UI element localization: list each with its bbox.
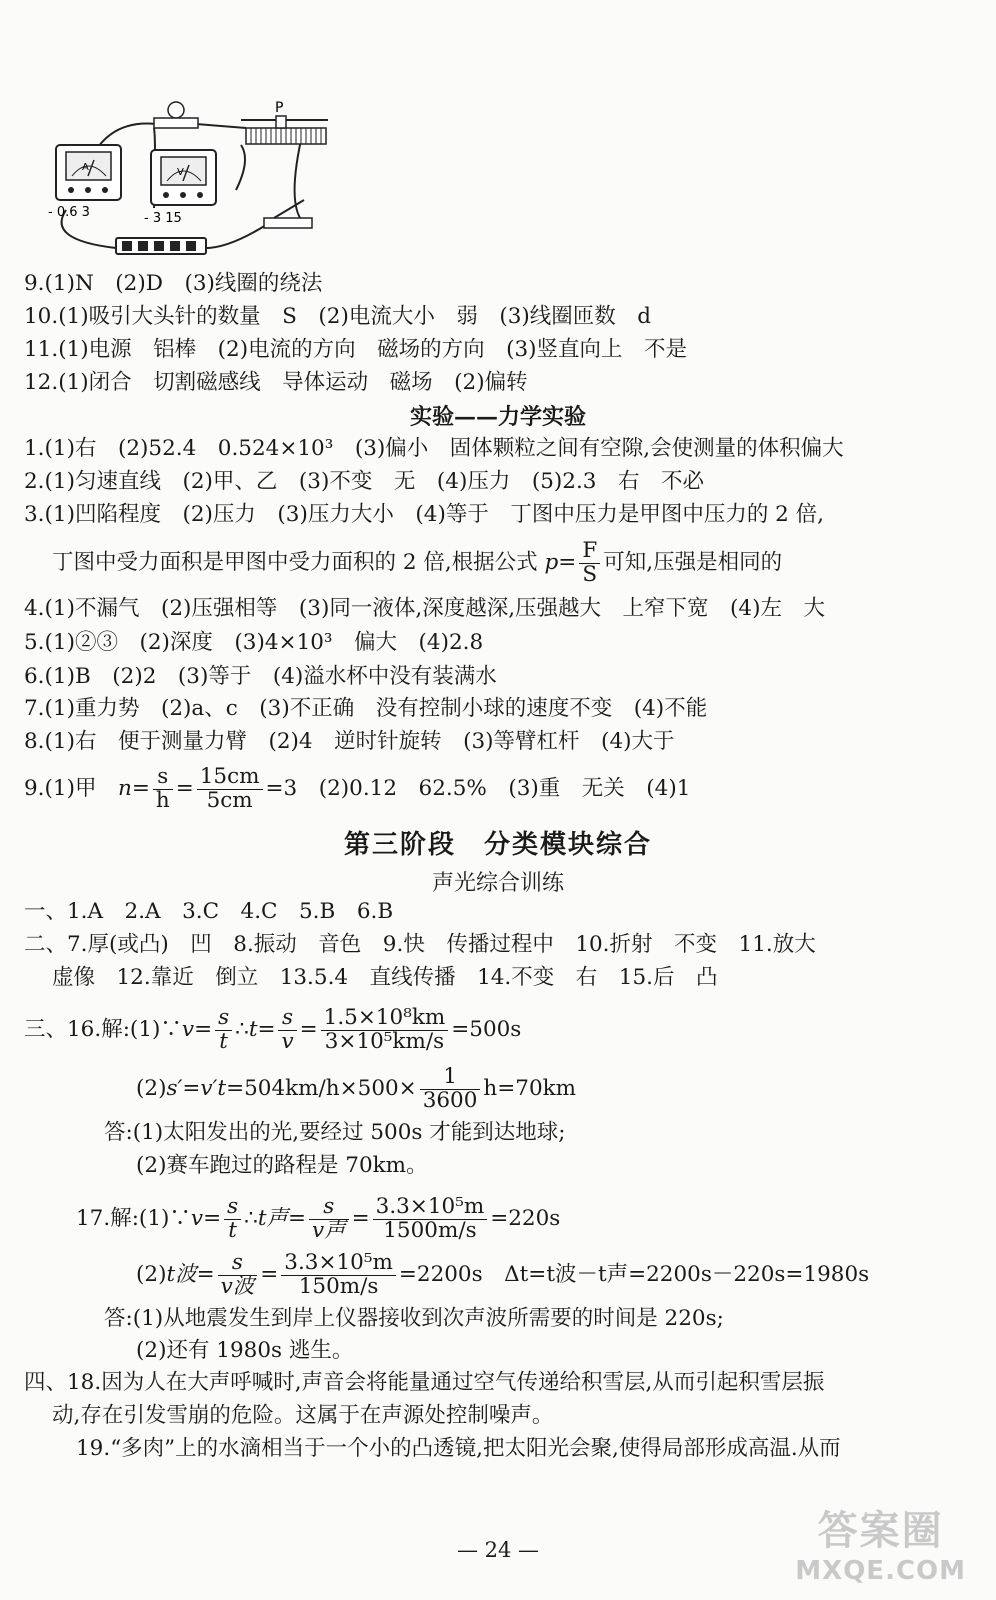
wire [196,124,246,128]
equals: = [299,1017,318,1043]
fraction [281,1252,396,1298]
mech-answer-3: 3.(1)凹陷程度 (2)压力 (3)压力大小 (4)等于 丁图中压力是甲图中压力的 2 倍, [24,502,825,527]
equals: = [351,1206,370,1232]
mech-answer-7: 7.(1)重力势 (2)a、c (3)不正确 没有控制小球的速度不变 (4)不能 [24,696,708,721]
mech-answer-9 [24,766,690,812]
sound-answer-16-2 [136,1066,576,1112]
answer-10: 10.(1)吸引大头针的数量 S (2)电流大小 弱 (3)线圈匝数 d [24,304,652,329]
equals: = [287,1206,306,1232]
ammeter [48,145,121,220]
fraction [218,1252,258,1298]
voltmeter-label: V [177,167,184,178]
equals: = [194,1017,213,1043]
mech-answer-8: 8.(1)右 便于测量力臂 (2)4 逆时针旋转 (3)等臂杠杆 (4)大于 [24,729,675,754]
switch [264,200,312,228]
answer-9: 9.(1)N (2)D (3)线圈的绕法 [24,271,323,296]
watermark-url: MXQE.COM [795,1556,966,1586]
denominator: v [281,1028,294,1054]
denominator: 3×10⁵km/s [324,1028,445,1054]
text-run: h=70km [483,1076,577,1102]
bulb [154,102,198,128]
equals: = [203,1206,222,1232]
text-run: 17.解:(1)∵ [76,1206,191,1232]
voltmeter [144,150,216,226]
text-run: 9.(1)甲 [24,776,118,802]
watermark-logo: 答案圈 [817,1508,944,1554]
answer-17-conclusion-1: 答:(1)从地震发生到岸上仪器接收到次声波所需要的时间是 220s; [104,1306,724,1331]
numerator: F [579,540,600,564]
mech-answer-6: 6.(1)B (2)2 (3)等于 (4)溢水杯中没有装满水 [24,664,497,689]
text-run: =220s [490,1206,561,1232]
fraction-s-over-h [153,766,173,812]
denominator: t [228,1217,237,1243]
fraction [373,1196,488,1242]
numerator: s [278,1007,296,1031]
numerator: s [309,1196,349,1220]
answer-16-conclusion-1: 答:(1)太阳发出的光,要经过 500s 才能到达地球; [104,1120,566,1145]
symbol-t-wave: t波 [166,1262,197,1288]
denominator: 5cm [206,787,253,813]
text-run: (2) [136,1076,167,1102]
denominator: t [219,1028,228,1054]
denominator: 3600 [422,1087,478,1113]
ammeter-label: A [82,162,89,173]
rheostat-label: P [275,100,284,116]
fraction [321,1007,449,1053]
numerator: s [224,1196,241,1220]
equals: = [131,776,150,802]
answer-12: 12.(1)闭合 切割磁感线 导体运动 磁场 (2)偏转 [24,370,528,395]
denominator: h [155,787,170,813]
sub-title: 声光综合训练 [431,871,564,896]
therefore-symbol: ∴ [244,1206,258,1232]
sound-answer-19: 19.“多肉”上的水滴相当于一个小的凸透镜,把太阳光会聚,使得局部形成高温.从而 [76,1436,841,1461]
denominator: 1500m/s [383,1217,477,1243]
numerator: 3.3×10⁵m [373,1196,488,1220]
sound-answer-2: 二、7.厚(或凸) 凹 8.振动 音色 9.快 传播过程中 10.折射 不变 11.放大 [24,932,816,957]
numerator: 3.3×10⁵m [281,1252,396,1276]
symbol-t: t [248,1017,258,1043]
equals: = [257,1017,276,1043]
equals: = [558,550,577,576]
answer-17-conclusion-2: (2)还有 1980s 逃生。 [136,1338,354,1363]
formula: s′=v′t [166,1076,227,1102]
sound-answer-17-2 [136,1252,869,1298]
wire [201,225,266,248]
fraction [224,1196,241,1242]
denominator: S [582,561,598,587]
wire [236,145,245,190]
rheostat [241,100,328,144]
fraction [420,1066,481,1112]
numerator: s [153,766,173,790]
text-run: 可知,压强是相同的 [603,550,783,576]
mech-answer-3-cont [52,540,782,586]
denominator: v波 [220,1273,255,1299]
symbol-v: v [181,1017,195,1043]
equals: = [196,1262,215,1288]
numerator: 1 [420,1066,481,1090]
mech-answer-5: 5.(1)②③ (2)深度 (3)4×10³ 偏大 (4)2.8 [24,630,484,655]
answer-11: 11.(1)电源 铝棒 (2)电流的方向 磁场的方向 (3)竖直向上 不是 [24,337,688,362]
sound-answer-1: 一、1.A 2.A 3.C 4.C 5.B 6.B [24,899,394,924]
symbol-t-sound: t声 [257,1206,288,1232]
fraction [309,1196,349,1242]
text-run: (2) [136,1262,167,1288]
symbol-v: v [190,1206,204,1232]
numerator: 15cm [197,766,263,790]
page-number: — 24 — [456,1538,540,1562]
text-run: =2200s Δt=t波－t声=2200s－220s=1980s [398,1262,870,1288]
sound-answer-16-1 [24,1007,521,1053]
numerator: 1.5×10⁸km [321,1007,449,1031]
equals: = [260,1262,279,1288]
fraction [278,1007,296,1053]
denominator: 150m/s [298,1273,379,1299]
numerator: s [215,1007,232,1031]
fraction [215,1007,232,1053]
stage-title: 第三阶段 分类模块综合 [343,830,652,860]
denominator: v声 [311,1217,346,1243]
text-run: =504km/h×500× [226,1076,417,1102]
ammeter-scale: - 0.6 3 [48,205,90,220]
battery [116,238,206,254]
circuit-figure [36,100,336,260]
symbol-p: p [544,550,559,576]
text-run: 三、16.解:(1)∵ [24,1017,182,1043]
mech-answer-2: 2.(1)匀速直线 (2)甲、乙 (3)不变 无 (4)压力 (5)2.3 右 不必 [24,469,704,494]
mech-answer-1: 1.(1)右 (2)52.4 0.524×10³ (3)偏小 固体颗粒之间有空隙,会使测量的体积偏大 [24,436,844,461]
text-run: =3 (2)0.12 62.5% (3)重 无关 (4)1 [265,776,691,802]
sound-answer-2-cont: 虚像 12.靠近 倒立 13.5.4 直线传播 14.不变 右 15.后 凸 [52,965,718,990]
mech-answer-4: 4.(1)不漏气 (2)压强相等 (3)同一液体,深度越深,压强越大 上窄下宽 (4)左 大 [24,596,826,621]
numerator: s [218,1252,258,1276]
wire [295,140,306,225]
sound-answer-18: 四、18.因为人在大声呼喊时,声音会将能量通过空气传递给积雪层,从而引起积雪层振 [24,1370,825,1395]
fraction-15cm-over-5cm [197,766,263,812]
therefore-symbol: ∴ [235,1017,249,1043]
symbol-n: n [117,776,132,802]
answer-16-conclusion-2: (2)赛车跑过的路程是 70km。 [136,1153,428,1178]
text-run: 丁图中受力面积是甲图中受力面积的 2 倍,根据公式 [52,550,545,576]
sound-answer-17-1 [76,1196,560,1242]
equals: = [175,776,194,802]
watermark [795,1499,966,1586]
text-run: =500s [451,1017,522,1043]
sound-answer-18-cont: 动,存在引发雪崩的危险。这属于在声源处控制噪声。 [52,1403,554,1428]
section-heading-mechanics: 实验——力学实验 [409,404,586,430]
fraction-f-over-s [579,540,600,586]
voltmeter-scale: - 3 15 [144,211,182,226]
